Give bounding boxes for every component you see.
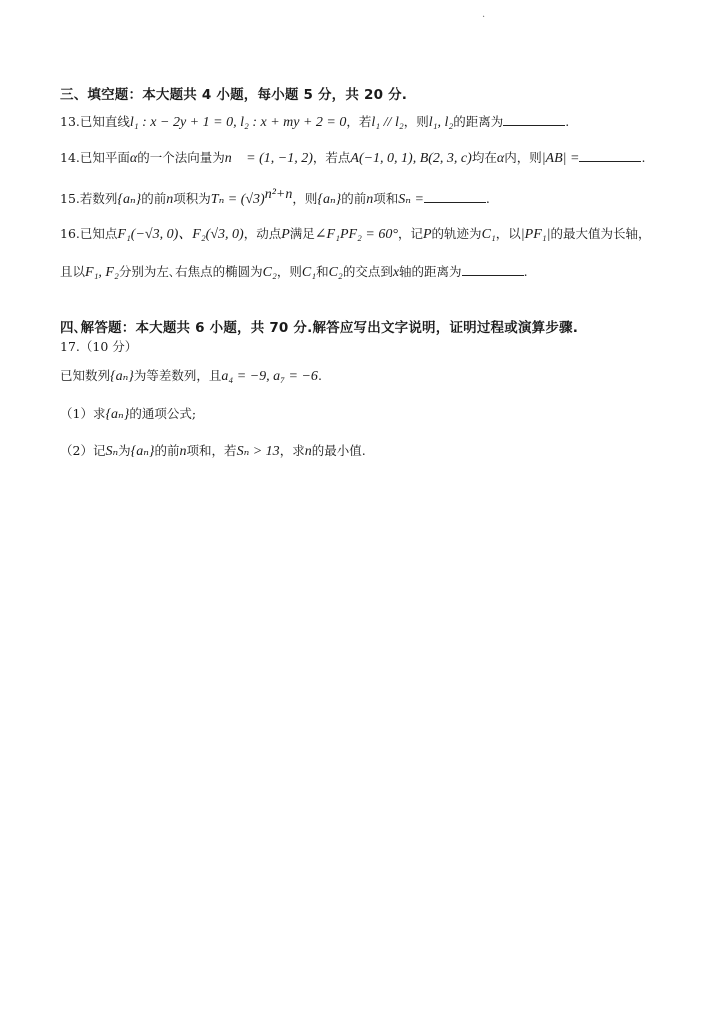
q17-header: 17.（10 分） — [60, 339, 138, 354]
q16-answer-blank[interactable] — [462, 263, 524, 276]
q16-line2-mid3: 的交点到 — [342, 264, 393, 279]
q13-answer-blank[interactable] — [503, 113, 565, 126]
q14-mid2: ，若点 — [312, 150, 351, 165]
q17-part2-mid4: ，求 — [279, 443, 305, 458]
q17-part2-n: n — [179, 444, 187, 459]
q15-answer-blank[interactable] — [424, 190, 486, 203]
q16-prefix: 16.已知点 — [60, 226, 118, 241]
question-13 — [60, 112, 569, 133]
q17-sequence: {aₙ} — [110, 369, 134, 384]
q17-part2-mid: 为 — [118, 443, 131, 458]
q14-alpha-2: α — [496, 151, 505, 166]
q16-p: P — [281, 227, 290, 242]
q16-pf1: |PF₁| — [520, 227, 551, 242]
q14-points: A(−1, 0, 1), B(2, 3, c) — [350, 151, 472, 166]
question-14 — [60, 148, 645, 169]
q14-prefix: 14.已知平面 — [60, 150, 130, 165]
q15-mid2: 项积为 — [173, 191, 211, 207]
q17-part2-mid2: 的前 — [154, 443, 180, 458]
q16-mid2: 满足 — [289, 226, 315, 241]
q16-angle: ∠F₁PF₂ = 60° — [314, 227, 398, 242]
q16-mid: ，动点 — [243, 226, 282, 241]
q15-sequence: {aₙ} — [117, 192, 142, 208]
question-15 — [60, 185, 490, 210]
q17-part1-prefix: （1）求 — [60, 406, 106, 421]
q13-mid2: ，则 — [403, 114, 429, 129]
q13-relation: l₁ // l₂ — [371, 115, 404, 130]
q15-prefix: 15.若数列 — [60, 191, 118, 207]
q13-prefix: 13.已知直线 — [60, 114, 130, 129]
q17-part2-sn: Sₙ — [105, 444, 119, 459]
q16-c1: C₁ — [481, 227, 496, 242]
q14-answer-blank[interactable] — [579, 149, 641, 162]
q16-p-2: P — [422, 227, 432, 242]
q13-mid: ，若 — [346, 114, 372, 129]
q17-stem — [60, 366, 322, 387]
q14-normal-vector: n⃗ = (1, −1, 2) — [224, 151, 313, 166]
question-16-line-1 — [60, 224, 650, 245]
q13-suffix: 的距离为 — [453, 114, 504, 129]
q16-mid4: 的轨迹为 — [431, 226, 482, 241]
q16-c2-b: C₂ — [328, 265, 343, 280]
q17-part-1 — [60, 404, 196, 425]
q14-end: . — [641, 150, 646, 165]
q15-sum: Sₙ = — [398, 192, 424, 208]
q16-end: . — [523, 264, 528, 279]
q15-n: n — [166, 192, 174, 208]
q15-mid: 的前 — [141, 191, 167, 207]
q16-and: 和 — [316, 264, 329, 279]
q17-stem-prefix: 已知数列 — [60, 368, 111, 383]
q16-foci: F₁, F₂ — [85, 265, 119, 280]
q15-n-2: n — [366, 192, 374, 208]
q16-mid3: ，记 — [397, 226, 423, 241]
q16-line2-prefix: 且以 — [60, 264, 86, 279]
q13-pair: l₁, l₂ — [428, 115, 454, 130]
q17-part2-prefix: （2）记 — [60, 443, 106, 458]
q17-part2-sequence: {aₙ} — [130, 444, 155, 459]
q17-part1-suffix: 的通项公式; — [129, 406, 197, 421]
q16-line2-mid2: ，则 — [276, 264, 302, 279]
q17-part2-mid3: 项和，若 — [186, 443, 237, 458]
q14-ab-length: |AB| = — [541, 151, 580, 166]
q17-part-2 — [60, 441, 366, 462]
q15-mid3: ，则 — [292, 191, 318, 207]
q16-line2-suffix: 轴的距离为 — [399, 264, 462, 279]
q17-condition: a₄ = −9, a₇ = −6 — [221, 369, 318, 384]
q17-part2-n-2: n — [304, 444, 312, 459]
q15-sequence-2: {aₙ} — [317, 192, 342, 208]
q16-mid6: 的最大值为长轴， — [550, 226, 651, 241]
q14-mid3: 均在 — [471, 150, 497, 165]
q15-mid4: 的前 — [341, 191, 367, 207]
question-16-line-2 — [60, 262, 528, 283]
section-3-title: 三、填空题：本大题共 4 小题，每小题 5 分，共 20 分. — [60, 87, 408, 103]
q13-equations: l₁ : x − 2y + 1 = 0, l₂ : x + my + 2 = 0 — [129, 115, 347, 130]
q17-stem-end: . — [317, 368, 322, 383]
q13-end: . — [565, 114, 570, 129]
q16-mid5: ，以 — [495, 226, 521, 241]
q15-mid5: 项和 — [373, 191, 399, 207]
q16-x: x — [392, 265, 400, 280]
q15-end: . — [485, 191, 490, 207]
q16-c2: C₂ — [262, 265, 277, 280]
q14-mid4: 内，则 — [504, 150, 542, 165]
header-mark: · — [482, 12, 486, 23]
q16-c1-b: C₁ — [301, 265, 317, 280]
q15-exponent: n²+n — [264, 187, 293, 202]
q14-mid: 的一个法向量为 — [137, 150, 225, 165]
q14-alpha: α — [129, 151, 138, 166]
q17-part2-suffix: 的最小值. — [311, 443, 366, 458]
q17-part2-condition: Sₙ > 13 — [236, 444, 280, 459]
q15-product-formula: Tₙ = (√3) — [210, 192, 265, 208]
q16-foci-points: F₁(−√3, 0)、F₂(√3, 0) — [117, 227, 244, 242]
q17-stem-mid: 为等差数列，且 — [133, 368, 222, 383]
section-4-title: 四､解答题：本大题共 6 小题，共 70 分.解答应写出文字说明，证明过程或演算步骤. — [60, 320, 579, 336]
q16-line2-mid: 分别为左､右焦点的椭圆为 — [118, 264, 263, 279]
q17-part1-sequence: {aₙ} — [105, 407, 130, 422]
